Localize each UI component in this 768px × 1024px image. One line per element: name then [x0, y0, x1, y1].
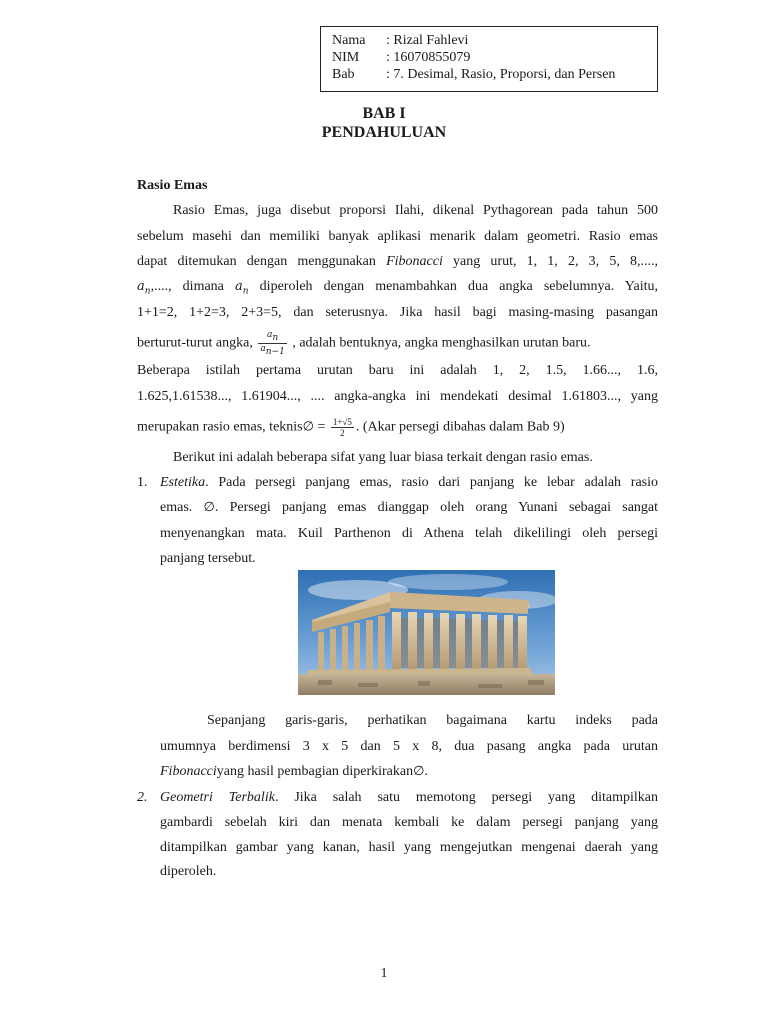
- text-run: . Jika salah satu memotong persegi yang ditampilkan: [274, 790, 658, 805]
- math-a-n: [137, 279, 151, 297]
- chapter-title: PENDAHULUAN: [321, 124, 447, 141]
- para3-line1: Sepanjang garis-garis, perhatikan bagaimana kartu indeks pada: [207, 713, 658, 728]
- page-number: 1: [380, 966, 388, 981]
- math-sub: n: [144, 286, 151, 297]
- item1-line4: panjang tersebut.: [160, 551, 256, 566]
- para3-line2: umumnya berdimensi 3 x 5 dan 5 x 8, dua pasang angka pada urutan: [160, 739, 658, 754]
- text-run: , adalah bentuknya, angka menghasilkan urutan baru.: [288, 335, 591, 351]
- fraction-an-over-an1: [258, 330, 286, 357]
- identity-key: NIM: [332, 50, 360, 65]
- identity-value: : 16070855079: [386, 50, 471, 65]
- text-run: emas.: [160, 500, 204, 515]
- text-run: . Pada persegi panjang emas, rasio dari panjang ke lebar adalah rasio: [205, 475, 658, 490]
- item1-line3: menyenangkan mata. Kuil Parthenon di Athena telah dikelilingi oleh persegi: [160, 526, 658, 541]
- text-run: . Persegi panjang emas dianggap oleh orang Yunani sebagai sangat: [214, 500, 659, 515]
- para1-line7: Beberapa istilah pertama urutan baru ini adalah 1, 2, 1.5, 1.66..., 1.6,: [137, 363, 658, 378]
- item2-line3: ditampilkan gambar yang kanan, hasil yang mengejutkan mengenai daerah yang: [160, 840, 658, 855]
- identity-value: : 7. Desimal, Rasio, Proporsi, dan Persen: [386, 67, 616, 82]
- para3-line3: [160, 764, 428, 780]
- fraction-numerator: 1+√5: [332, 417, 352, 427]
- parthenon-photo: [298, 570, 555, 695]
- fibonacci-term: Fibonacci: [160, 764, 217, 779]
- equals-sign: =: [313, 419, 329, 435]
- text-run: diperoleh dengan menambahkan dua angka sebelumnya. Yaitu,: [248, 279, 658, 294]
- para1-line2: sebelum masehi dan memiliki banyak aplikasi menarik dalam geometri. Rasio emas: [137, 229, 658, 244]
- item2-term: Geometri Terbalik: [160, 790, 275, 805]
- phi-symbol: ∅: [302, 419, 314, 435]
- math-a-n: [235, 279, 249, 297]
- text-run: berturut-turut angka,: [137, 335, 257, 351]
- item2-line1: [160, 790, 658, 806]
- text-run: yang hasil pembagian diperkirakan: [216, 764, 414, 779]
- phi-symbol: ∅: [413, 764, 425, 779]
- list-number-2: 2.: [137, 790, 148, 805]
- para1-line9: [137, 417, 565, 438]
- para1-line3: [137, 254, 658, 270]
- parthenon-illustration: [298, 570, 555, 695]
- item1-line2: [160, 500, 658, 516]
- math-var: a: [137, 279, 145, 294]
- fibonacci-term: Fibonacci: [386, 254, 443, 269]
- para1-line6: [137, 330, 658, 357]
- math-sub: n: [242, 286, 249, 297]
- para1-line1: Rasio Emas, juga disebut proporsi Ilahi, dikenal Pythagorean pada tahun 500: [173, 203, 658, 218]
- text-run: merupakan rasio emas, teknis: [137, 419, 303, 435]
- section-heading: Rasio Emas: [137, 178, 208, 193]
- text-run: ,...., dimana: [150, 279, 235, 294]
- para1-line5: 1+1=2, 1+2=3, 2+3=5, dan seterusnya. Jika hasil bagi masing-masing pasangan: [137, 305, 658, 320]
- chapter-number: BAB I: [362, 105, 406, 122]
- text-run: dapat ditemukan dengan menggunakan: [137, 254, 387, 269]
- item1-line1: [160, 475, 658, 491]
- identity-row-nim: [332, 49, 657, 66]
- para1-line8: 1.625,1.61538..., 1.61904..., .... angka-angka ini mendekati desimal 1.61803..., yang: [137, 389, 658, 404]
- text-run: .: [424, 764, 428, 779]
- item1-term: Estetika: [160, 475, 206, 490]
- identity-key: Nama: [332, 33, 366, 48]
- para1-line4: [137, 279, 658, 297]
- math-var: a: [235, 279, 243, 294]
- para2: Berikut ini adalah beberapa sifat yang luar biasa terkait dengan rasio emas.: [173, 450, 593, 465]
- text-run: . (Akar persegi dibahas dalam Bab 9): [355, 419, 565, 435]
- math-sub: n−1: [265, 346, 285, 357]
- identity-row-nama: [332, 32, 657, 49]
- identity-row-bab: [332, 66, 657, 83]
- fraction-golden-ratio: [331, 417, 354, 438]
- math-var: a: [267, 330, 273, 340]
- text-run: yang urut, 1, 1, 2, 3, 5, 8,....,: [442, 254, 659, 269]
- item2-line2: gambardi sebelah kiri dan menata kembali ke dalam persegi panjang yang: [160, 815, 658, 830]
- identity-value: : Rizal Fahlevi: [386, 33, 469, 48]
- fraction-denominator: 2: [340, 428, 345, 438]
- list-number-1: 1.: [137, 475, 148, 490]
- item2-line4: diperoleh.: [160, 864, 217, 879]
- identity-key: Bab: [332, 67, 355, 82]
- phi-symbol: ∅: [203, 500, 215, 515]
- identity-box: [320, 26, 658, 92]
- math-var: a: [260, 343, 266, 354]
- math-sub: n: [272, 332, 279, 343]
